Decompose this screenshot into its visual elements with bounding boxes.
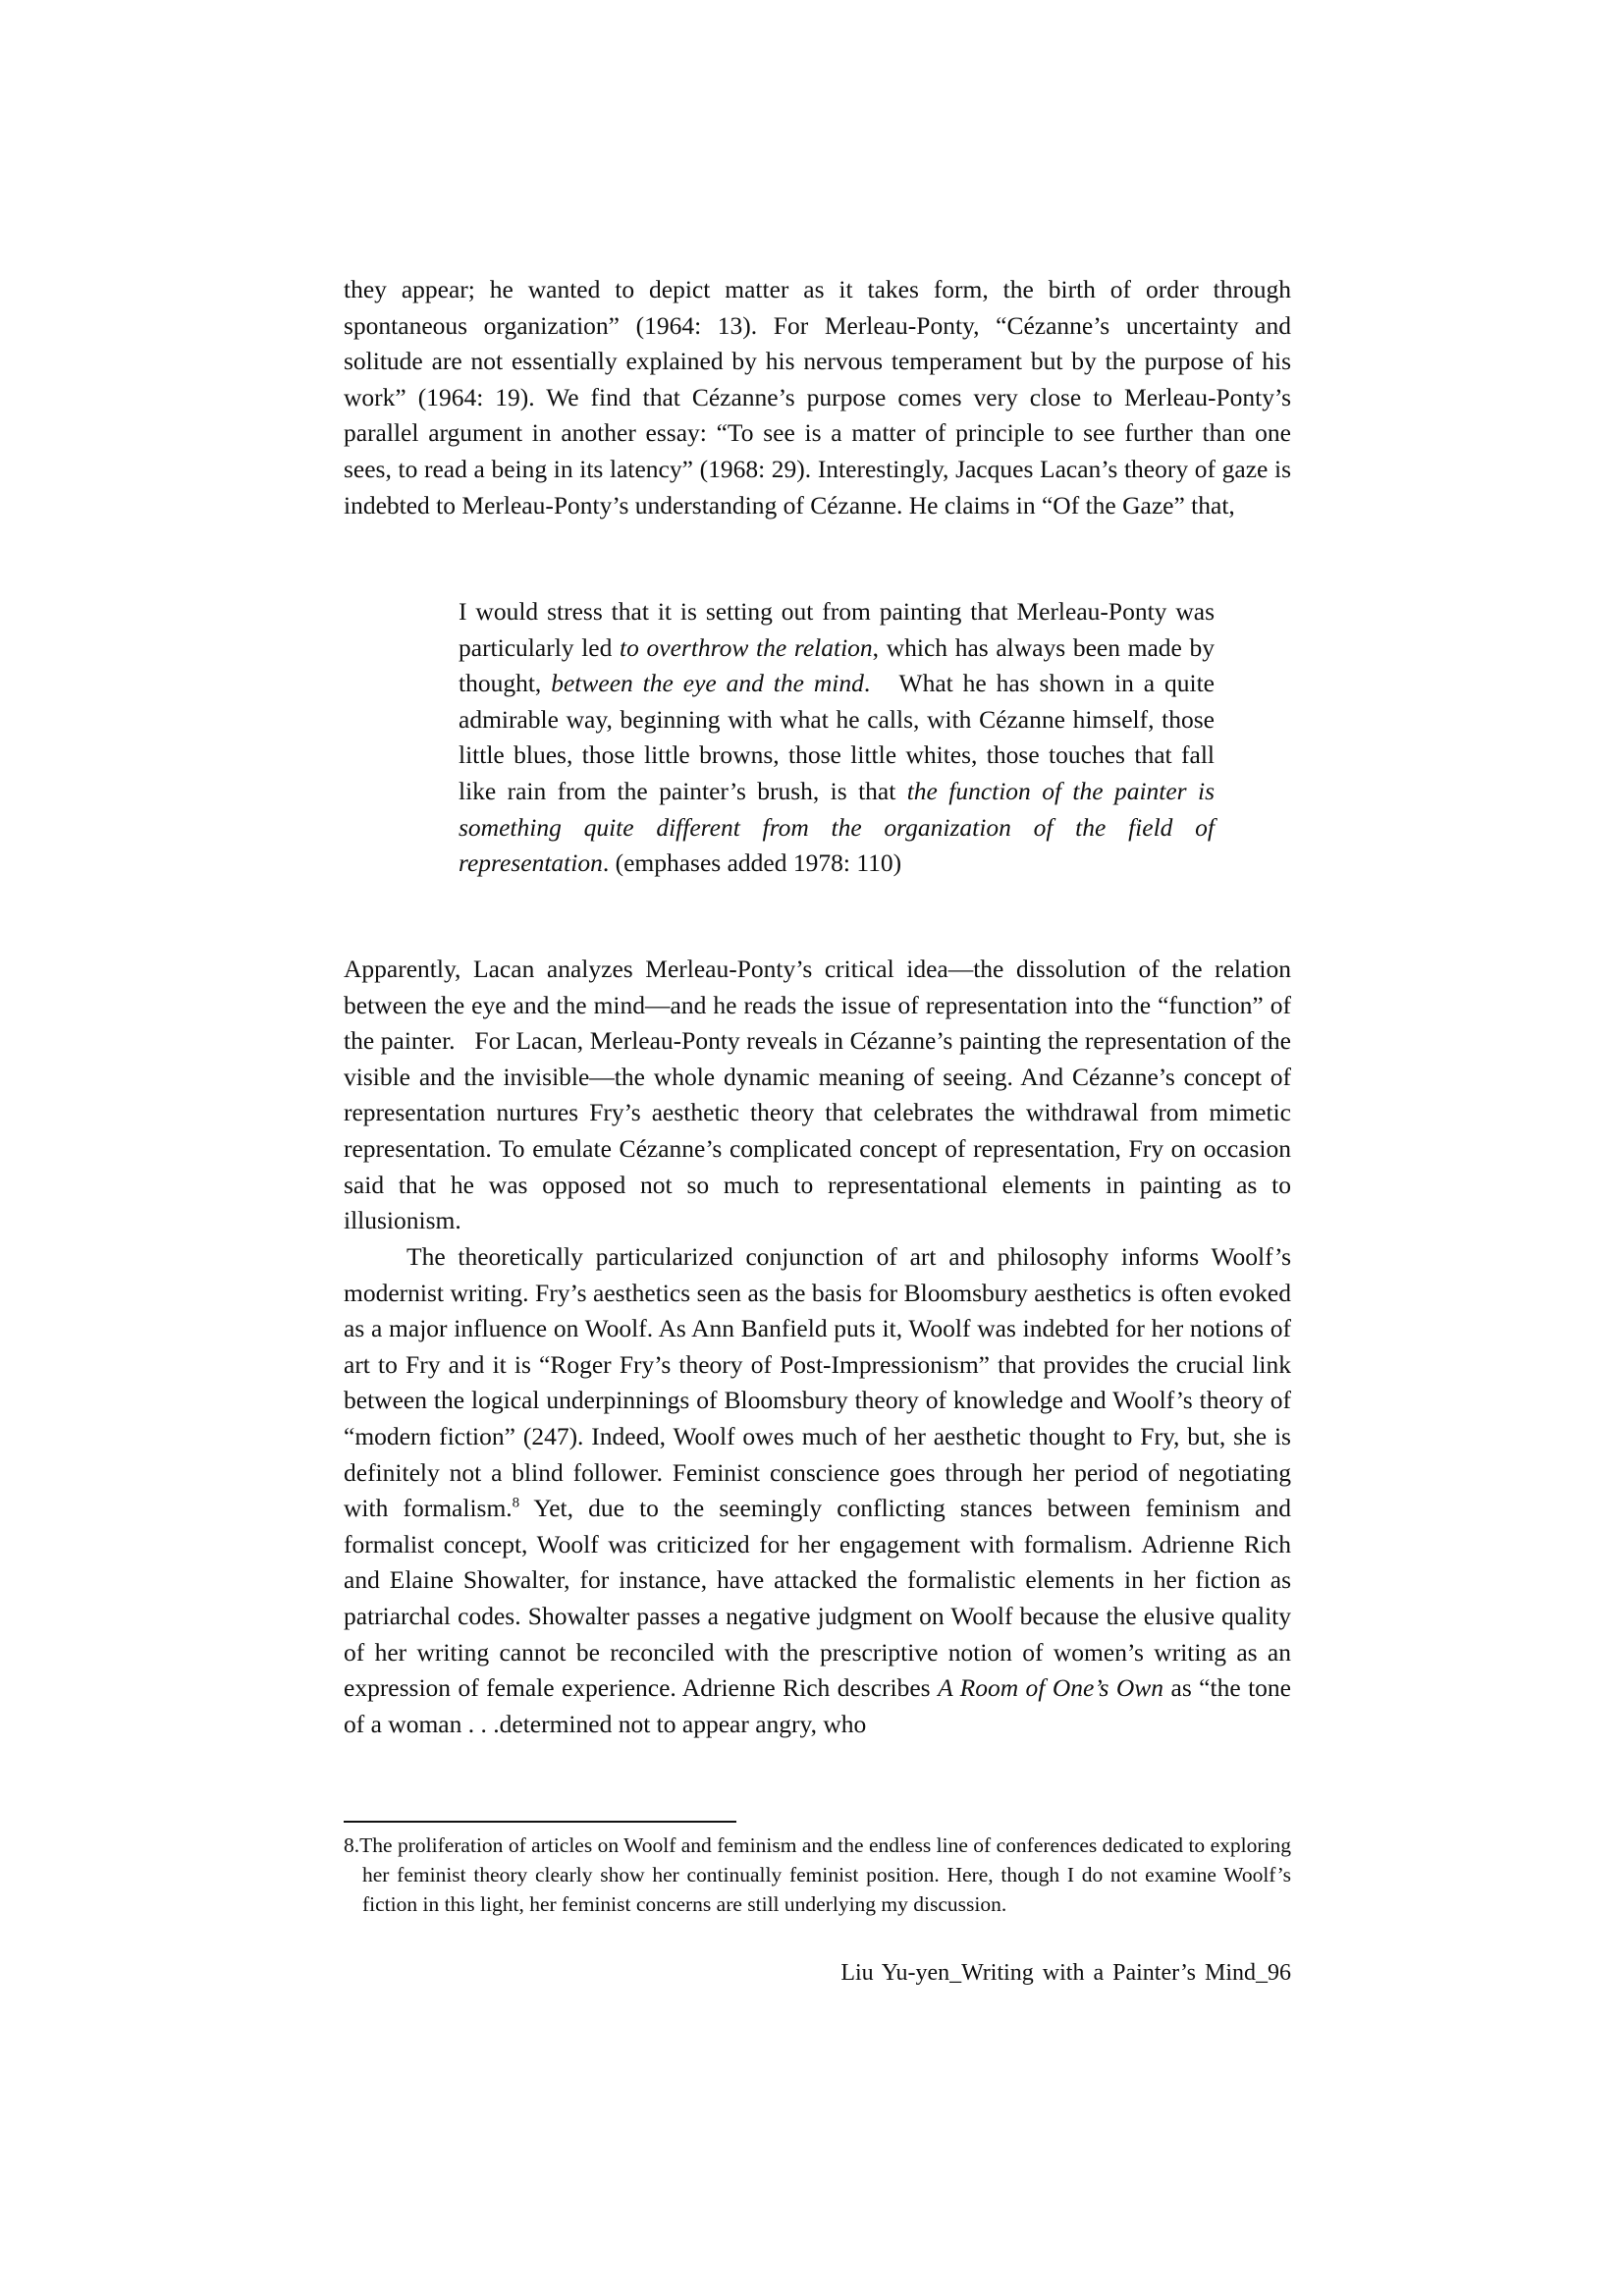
quote-citation: . (emphases added 1978: 110) xyxy=(602,848,902,878)
body-paragraph-woolf xyxy=(344,1239,1291,1742)
body-paragraph-lacan xyxy=(344,952,1291,1239)
paragraph-segment: The theoretically particularized conjunction of art and philosophy informs Woolf’s modernist writing. Fry’s aesthetics seen as the basis for Bloomsbury aesthetics is often evoked as a major influence on Woolf. As Ann Banfield puts it, Woolf was indebted for her notions of art to Fry and it is “Roger Fry’s theory of Post-Impressionism” that provides the crucial link between the logical underpinnings of Bloomsbury theory of knowledge and Woolf’s theory of “modern fiction” (247). Indeed, Woolf owes much of her aesthetic thought to Fry, but, she is definitely not a blind follower. Feminist conscience goes through her period of negotiating with formalism. xyxy=(344,1242,1291,1523)
paragraph-text xyxy=(344,1239,1291,1742)
quote-text-segment: , which has always been made by thought, xyxy=(459,632,1215,698)
footnote-8 xyxy=(344,1831,1291,1919)
book-title: A Room of One’s Own xyxy=(938,1673,1164,1703)
paragraph-segment: as “the tone of a woman . . .determined not to appear angry, who xyxy=(344,1673,1291,1738)
block-quotation xyxy=(459,594,1215,882)
body-paragraph-intro xyxy=(344,272,1291,523)
paragraph-segment: Yet, due to the seemingly conflicting stances between feminism and formalist concept, Woolf was criticized for her engagement with formalism. Adrienne Rich and Elaine Showalter, for instance, have attacked the formalistic elements in her fiction as patriarchal codes. Showalter passes a negative judgment on Woolf because the elusive quality of her writing cannot be reconciled with the prescriptive notion of women’s writing as an expression of female experience. Adrienne Rich describes xyxy=(344,1494,1291,1703)
quote-emphasis-function: the function of the painter is something quite different from the organization of the field of representation xyxy=(459,776,1215,878)
footnote-text: 8.The proliferation of articles on Woolf and feminism and the endless line of conferences dedicated to exploring her feminist theory clearly show her continually feminist position. Here, though I do not examine Woolf’s fiction in this light, her feminist concerns are still underlying my discussion. xyxy=(344,1833,1291,1916)
quote-text-segment: I would stress that it is setting out from painting that Merleau-Ponty was particularly led xyxy=(459,597,1215,662)
footnote-reference[interactable]: 8 xyxy=(512,1495,520,1511)
quote-text-segment: . What he has shown in a quite admirable way, beginning with what he calls, with Cézanne himself, those little blues, those little browns, those little whites, those touches that fall like rain from the painter’s brush, is that xyxy=(459,669,1215,805)
footnote-divider xyxy=(344,1821,736,1823)
paragraph-text: they appear; he wanted to depict matter as it takes form, the birth of order through spontaneous organization” (1964: 13). For Merleau-Ponty, “Cézanne’s uncertainty and solitude are not essentially explained by his nervous temperament but by the purpose of his work” (1964: 19). We find that Cézanne’s purpose comes very close to Merleau-Ponty’s parallel argument in another essay: “To see is a matter of principle to see further than one sees, to read a being in its latency” (1968: 29). Interestingly, Jacques Lacan’s theory of gaze is indebted to Merleau-Ponty’s understanding of Cézanne. He claims in “Of the Gaze” that, xyxy=(344,275,1291,519)
running-footer: Liu Yu-yen_Writing with a Painter’s Mind_96 xyxy=(840,1960,1291,1986)
quotation-text xyxy=(459,594,1215,882)
paragraph-text: Apparently, Lacan analyzes Merleau-Ponty’s critical idea—the dissolution of the relation between the eye and the mind—and he reads the issue of representation into the “function” of the painter. For Lacan, Merleau-Ponty reveals in Cézanne’s painting the representation of the visible and the invisible—the whole dynamic meaning of seeing. And Cézanne’s concept of representation nurtures Fry’s aesthetic theory that celebrates the withdrawal from mimetic representation. To emulate Cézanne’s complicated concept of representation, Fry on occasion said that he was opposed not so much to representational elements in painting as to illusionism. xyxy=(344,955,1291,1235)
quote-emphasis-eye-mind: between the eye and the mind xyxy=(551,669,864,698)
quote-emphasis-overthrow: to overthrow the relation xyxy=(620,632,873,662)
